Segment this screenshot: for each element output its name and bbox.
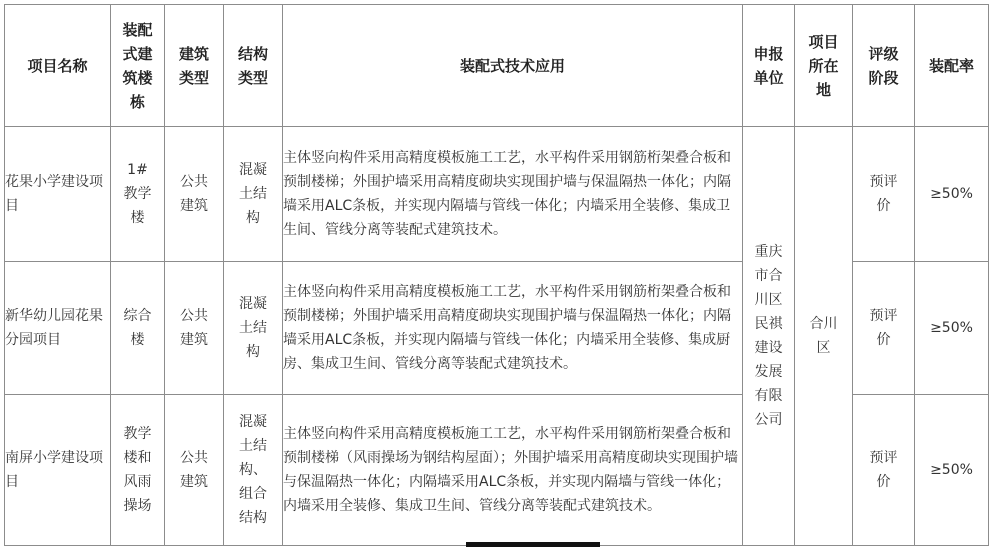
building-type-cell	[165, 395, 224, 546]
structure-text: 混凝土结构	[239, 296, 267, 360]
header-project-name: 项目名称	[5, 5, 111, 127]
structure-text: 混凝土结构	[239, 162, 267, 226]
location-cell	[795, 127, 853, 546]
building-type-cell	[165, 262, 224, 395]
building-type-text: 公共建筑	[180, 308, 208, 348]
header-location	[795, 5, 853, 127]
applicant-text: 重庆市合川区民祺建设发展有限公司	[754, 244, 783, 428]
structure-cell	[224, 127, 283, 262]
building-text: 综合楼	[123, 308, 152, 348]
rate-cell: ≥50%	[915, 395, 989, 546]
structure-cell	[224, 395, 283, 546]
structure-text: 混凝土结构、组合结构	[239, 414, 267, 526]
header-building-type-text: 建筑类型	[178, 44, 209, 87]
stage-cell	[853, 262, 915, 395]
header-applicant-text: 申报单位	[753, 44, 784, 87]
rate-cell: ≥50%	[915, 127, 989, 262]
building-cell	[111, 127, 165, 262]
project-name: 花果小学建设项目	[5, 127, 111, 262]
header-building-type	[165, 5, 224, 127]
stage-text: 预评价	[869, 308, 898, 348]
tech-description: 主体竖向构件采用高精度模板施工工艺，水平构件采用钢筋桁架叠合板和预制楼梯；外围护墙采用高精度砌块实现围护墙与保温隔热一体化；内隔墙采用ALC条板，并实现内隔墙与管线一体化；内墙采用全装修、集成厨房、集成卫生间、管线分离等装配式建筑技术。	[283, 262, 743, 395]
building-cell	[111, 262, 165, 395]
header-applicant	[743, 5, 795, 127]
stage-text: 预评价	[869, 174, 898, 214]
rate-cell: ≥50%	[915, 262, 989, 395]
header-building	[111, 5, 165, 127]
header-stage-text: 评级阶段	[868, 44, 899, 87]
header-structure-type	[224, 5, 283, 127]
header-rate: 装配率	[915, 5, 989, 127]
header-tech: 装配式技术应用	[283, 5, 743, 127]
structure-cell	[224, 262, 283, 395]
table-row	[5, 127, 989, 262]
building-text: 1#教学楼	[123, 162, 152, 226]
location-text: 合川区	[809, 316, 838, 356]
stage-cell	[853, 395, 915, 546]
building-cell	[111, 395, 165, 546]
tech-description: 主体竖向构件采用高精度模板施工工艺，水平构件采用钢筋桁架叠合板和预制楼梯（风雨操场为钢结构屋面）；外围护墙采用高精度砌块实现围护墙与保温隔热一体化；内隔墙采用ALC条板，并实现内隔墙与管线一体化；内墙采用全装修、集成卫生间、管线分离等装配式建筑技术。	[283, 395, 743, 546]
header-row	[5, 5, 989, 127]
building-text: 教学楼和风雨操场	[123, 426, 152, 514]
applicant-cell	[743, 127, 795, 546]
header-stage	[853, 5, 915, 127]
stage-text: 预评价	[869, 450, 898, 490]
cropped-text-remnant	[466, 542, 600, 547]
project-name: 南屏小学建设项目	[5, 395, 111, 546]
project-name: 新华幼儿园花果分园项目	[5, 262, 111, 395]
header-building-text: 装配式建筑楼栋	[122, 20, 153, 111]
header-location-text: 项目所在地	[808, 32, 839, 99]
header-structure-type-text: 结构类型	[237, 44, 268, 87]
project-table	[4, 4, 989, 546]
building-type-text: 公共建筑	[180, 450, 208, 490]
building-type-text: 公共建筑	[180, 174, 208, 214]
tech-description: 主体竖向构件采用高精度模板施工工艺，水平构件采用钢筋桁架叠合板和预制楼梯；外围护墙采用高精度砌块实现围护墙与保温隔热一体化；内隔墙采用ALC条板，并实现内隔墙与管线一体化；内墙采用全装修、集成卫生间、管线分离等装配式建筑技术。	[283, 127, 743, 262]
stage-cell	[853, 127, 915, 262]
building-type-cell	[165, 127, 224, 262]
